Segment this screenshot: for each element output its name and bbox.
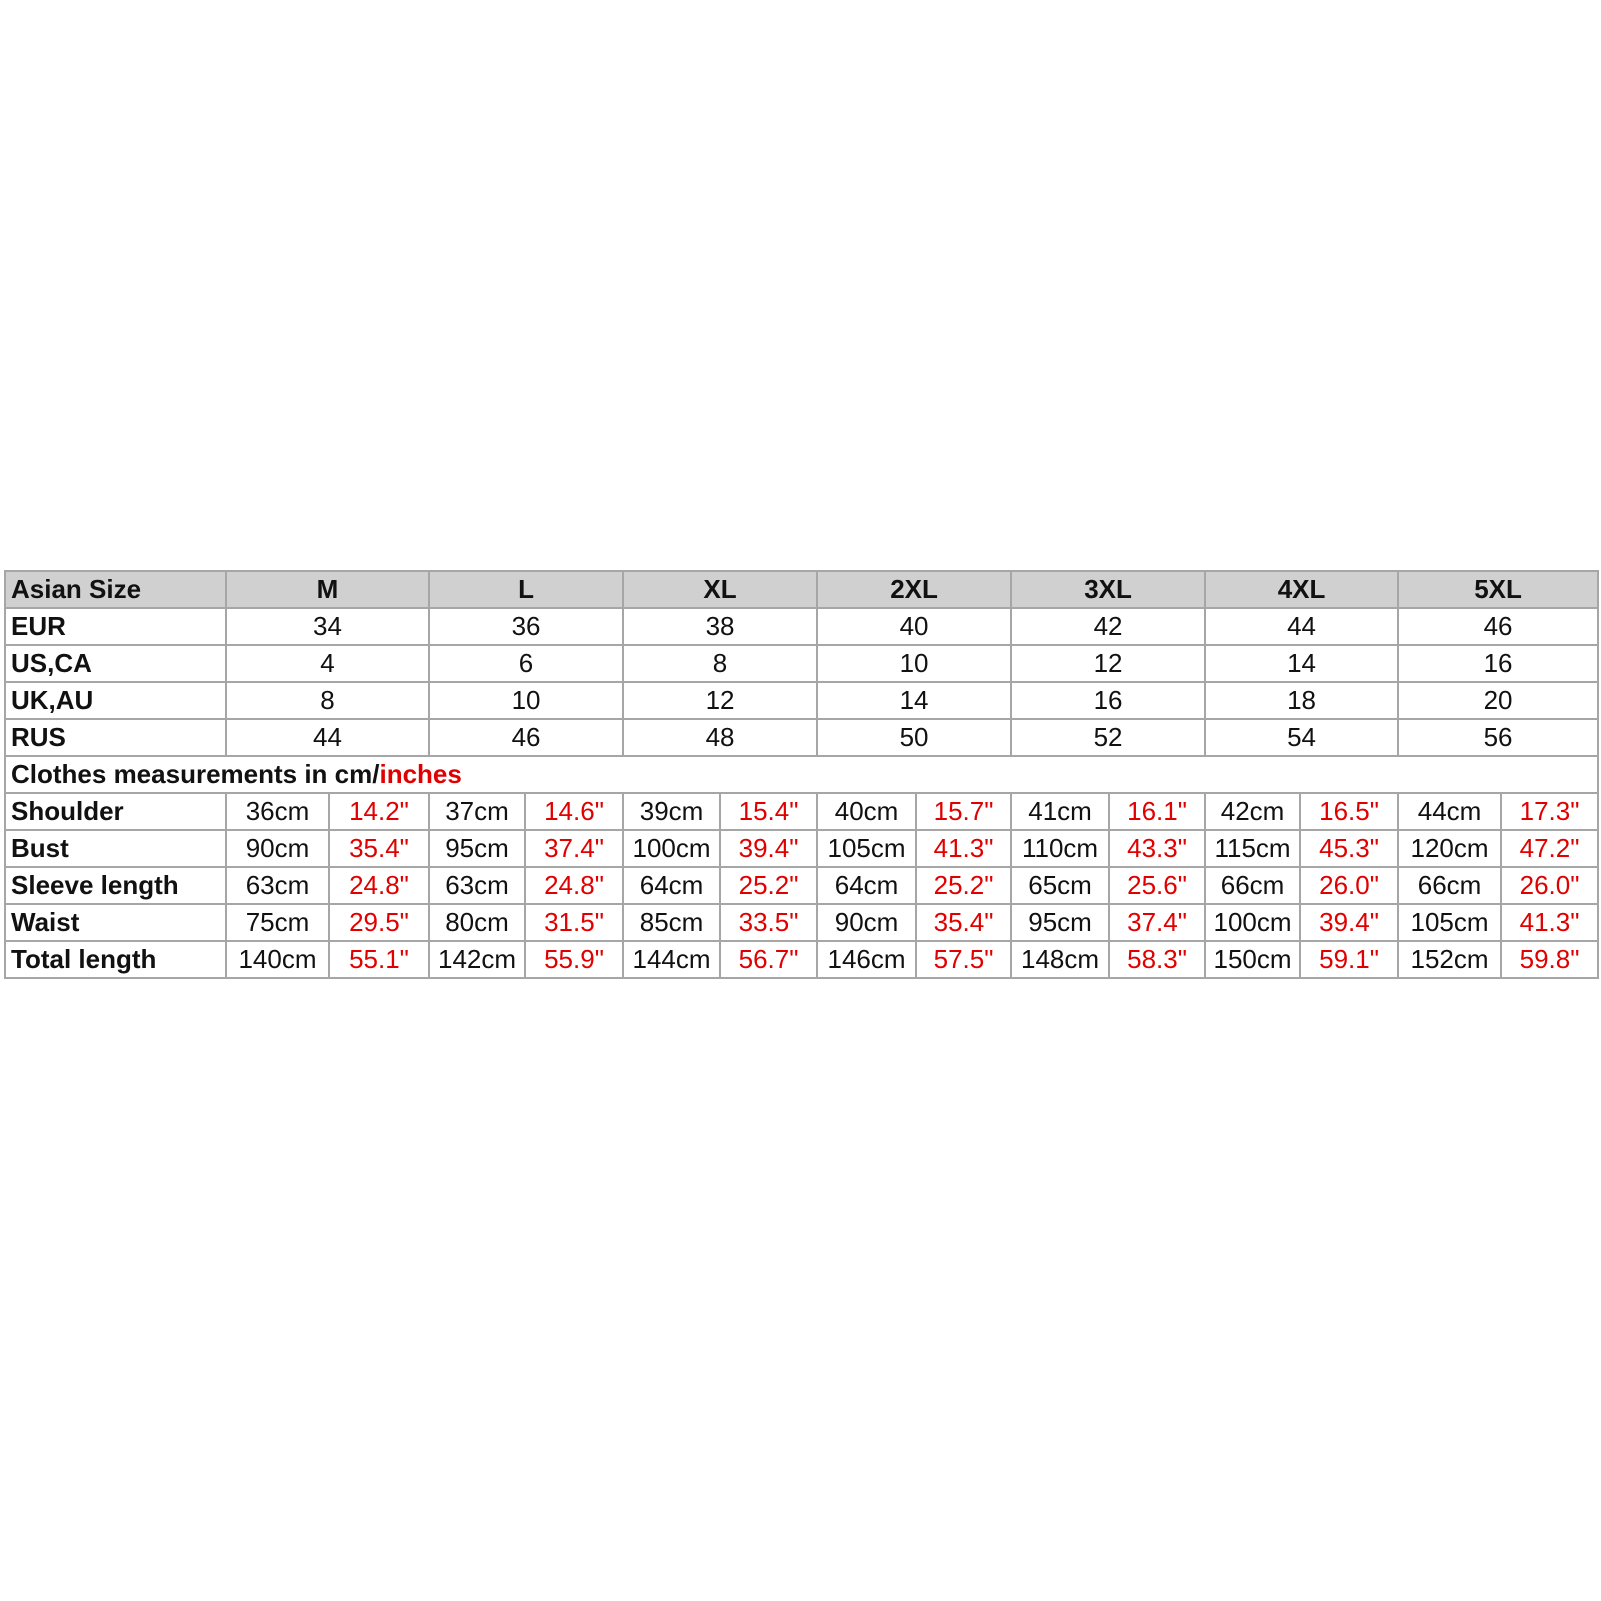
cm-value: 140cm [226,941,329,978]
row-label: Shoulder [5,793,226,830]
inch-value: 25.6" [1109,867,1205,904]
cm-value: 63cm [226,867,329,904]
cm-value: 105cm [1398,904,1501,941]
size-header-2xl: 2XL [817,571,1011,608]
cm-value: 85cm [623,904,720,941]
section-title-prefix: Clothes measurements in cm/ [11,759,380,789]
row-label: RUS [5,719,226,756]
size-value: 50 [817,719,1011,756]
inch-value: 24.8" [329,867,429,904]
size-value: 14 [1205,645,1398,682]
cm-value: 40cm [817,793,916,830]
cm-value: 41cm [1011,793,1109,830]
size-header-3xl: 3XL [1011,571,1205,608]
cm-value: 80cm [429,904,525,941]
cm-value: 120cm [1398,830,1501,867]
size-value: 12 [623,682,817,719]
conversion-row-uk-au [5,682,1598,719]
size-value: 38 [623,608,817,645]
section-title-highlight: inches [379,759,462,789]
inch-value: 45.3" [1300,830,1398,867]
size-value: 10 [817,645,1011,682]
row-label: Bust [5,830,226,867]
conversion-row-eur [5,608,1598,645]
conversion-row-us-ca [5,645,1598,682]
inch-value: 43.3" [1109,830,1205,867]
size-header-4xl: 4XL [1205,571,1398,608]
size-value: 8 [226,682,429,719]
inch-value: 35.4" [329,830,429,867]
header-row [5,571,1598,608]
size-chart-body [5,571,1598,978]
row-label: Total length [5,941,226,978]
cm-value: 105cm [817,830,916,867]
cm-value: 64cm [817,867,916,904]
size-value: 48 [623,719,817,756]
size-value: 56 [1398,719,1598,756]
measurement-row-total-length [5,941,1598,978]
size-header-xl: XL [623,571,817,608]
inch-value: 41.3" [1501,904,1598,941]
size-value: 12 [1011,645,1205,682]
inch-value: 14.2" [329,793,429,830]
size-value: 18 [1205,682,1398,719]
size-value: 36 [429,608,623,645]
size-value: 20 [1398,682,1598,719]
cm-value: 44cm [1398,793,1501,830]
inch-value: 24.8" [525,867,623,904]
cm-value: 95cm [429,830,525,867]
size-value: 8 [623,645,817,682]
cm-value: 90cm [817,904,916,941]
cm-value: 75cm [226,904,329,941]
cm-value: 66cm [1205,867,1300,904]
cm-value: 150cm [1205,941,1300,978]
row-label: Sleeve length [5,867,226,904]
header-label: Asian Size [5,571,226,608]
size-chart-container [4,570,1597,979]
size-chart-table [4,570,1599,979]
inch-value: 25.2" [720,867,817,904]
cm-value: 146cm [817,941,916,978]
inch-value: 14.6" [525,793,623,830]
inch-value: 35.4" [916,904,1011,941]
inch-value: 39.4" [1300,904,1398,941]
size-value: 34 [226,608,429,645]
inch-value: 55.9" [525,941,623,978]
size-value: 42 [1011,608,1205,645]
row-label: EUR [5,608,226,645]
size-value: 52 [1011,719,1205,756]
size-value: 46 [1398,608,1598,645]
cm-value: 100cm [1205,904,1300,941]
inch-value: 25.2" [916,867,1011,904]
cm-value: 66cm [1398,867,1501,904]
inch-value: 39.4" [720,830,817,867]
inch-value: 16.5" [1300,793,1398,830]
cm-value: 100cm [623,830,720,867]
cm-value: 95cm [1011,904,1109,941]
row-label: UK,AU [5,682,226,719]
cm-value: 63cm [429,867,525,904]
inch-value: 56.7" [720,941,817,978]
size-header-m: M [226,571,429,608]
inch-value: 59.1" [1300,941,1398,978]
section-title-row [5,756,1598,793]
size-value: 14 [817,682,1011,719]
inch-value: 59.8" [1501,941,1598,978]
cm-value: 37cm [429,793,525,830]
size-value: 16 [1011,682,1205,719]
cm-value: 36cm [226,793,329,830]
cm-value: 115cm [1205,830,1300,867]
cm-value: 152cm [1398,941,1501,978]
size-header-l: L [429,571,623,608]
row-label: US,CA [5,645,226,682]
row-label: Waist [5,904,226,941]
inch-value: 26.0" [1300,867,1398,904]
cm-value: 65cm [1011,867,1109,904]
cm-value: 90cm [226,830,329,867]
inch-value: 47.2" [1501,830,1598,867]
inch-value: 15.7" [916,793,1011,830]
size-value: 10 [429,682,623,719]
inch-value: 37.4" [1109,904,1205,941]
conversion-row-rus [5,719,1598,756]
inch-value: 26.0" [1501,867,1598,904]
measurement-row-shoulder [5,793,1598,830]
size-header-5xl: 5XL [1398,571,1598,608]
measurement-row-bust [5,830,1598,867]
size-value: 44 [226,719,429,756]
cm-value: 110cm [1011,830,1109,867]
inch-value: 41.3" [916,830,1011,867]
size-value: 4 [226,645,429,682]
inch-value: 15.4" [720,793,817,830]
cm-value: 148cm [1011,941,1109,978]
cm-value: 144cm [623,941,720,978]
size-value: 16 [1398,645,1598,682]
size-value: 44 [1205,608,1398,645]
size-value: 40 [817,608,1011,645]
inch-value: 55.1" [329,941,429,978]
section-title [5,756,1598,793]
inch-value: 57.5" [916,941,1011,978]
inch-value: 29.5" [329,904,429,941]
cm-value: 64cm [623,867,720,904]
cm-value: 39cm [623,793,720,830]
size-value: 54 [1205,719,1398,756]
inch-value: 17.3" [1501,793,1598,830]
inch-value: 16.1" [1109,793,1205,830]
cm-value: 42cm [1205,793,1300,830]
inch-value: 37.4" [525,830,623,867]
cm-value: 142cm [429,941,525,978]
inch-value: 33.5" [720,904,817,941]
size-value: 46 [429,719,623,756]
inch-value: 31.5" [525,904,623,941]
inch-value: 58.3" [1109,941,1205,978]
size-value: 6 [429,645,623,682]
measurement-row-sleeve-length [5,867,1598,904]
measurement-row-waist [5,904,1598,941]
